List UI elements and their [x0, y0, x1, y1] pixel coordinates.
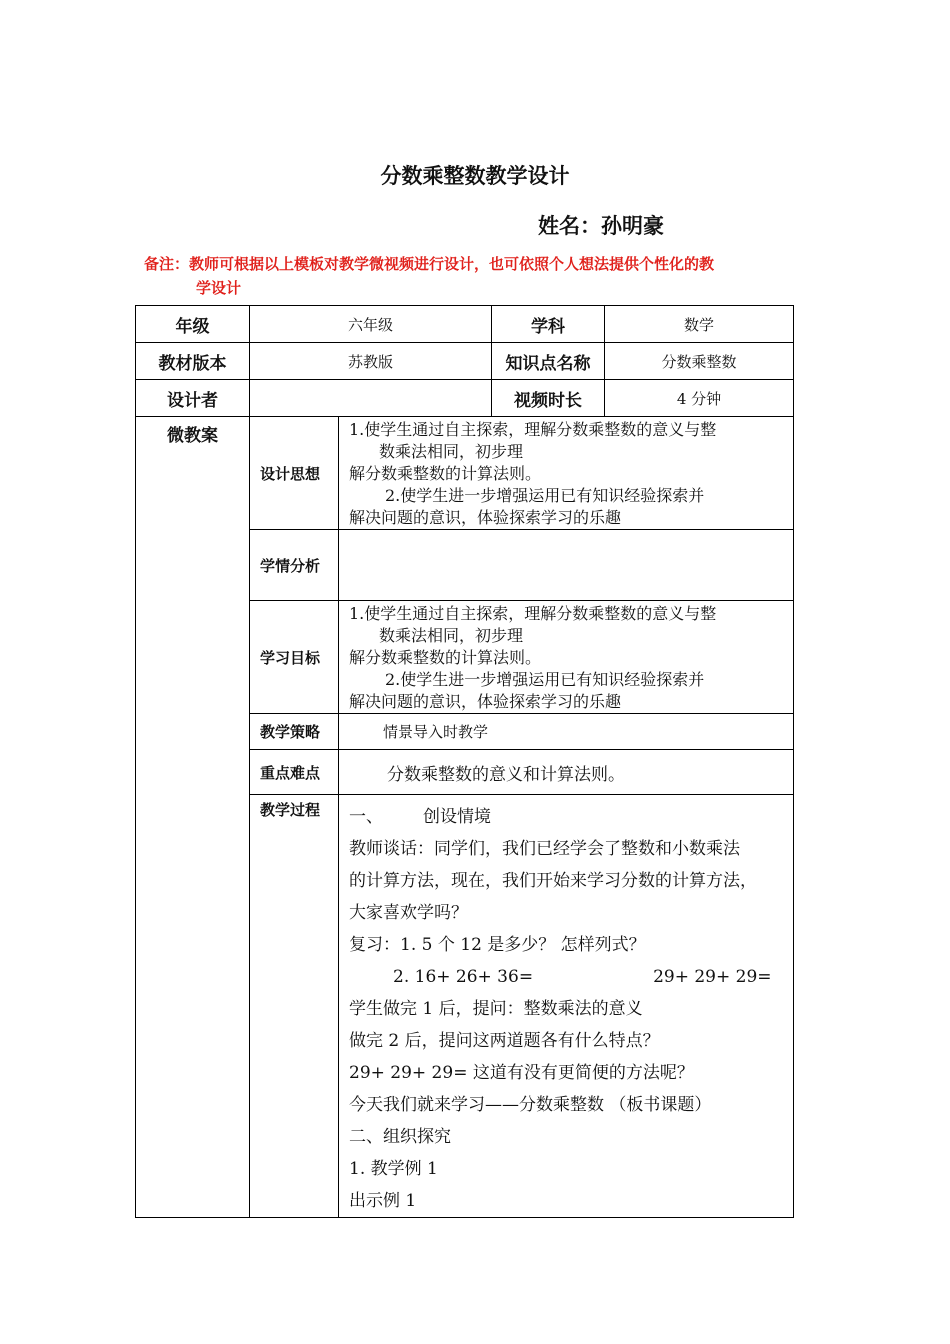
process-line-1 [349, 801, 787, 833]
micro-plan-label: 微教案 [136, 417, 250, 1218]
design-idea-line-1: 1.使学生通过自主探索，理解分数乘整数的意义与整 [349, 420, 717, 439]
goals-line-4: 2.使学生进一步增强运用已有知识经验探索并 [385, 670, 705, 689]
goals-line-2: 数乘法相同，初步理 [379, 626, 524, 645]
process-line-2: 教师谈话：同学们，我们已经学会了整数和小数乘法 [349, 839, 740, 859]
process-line-6-b: 29+ 29+ 29= [653, 967, 772, 987]
process-line-12: 1. 教学例 1 [349, 1159, 438, 1179]
lesson-plan-table [135, 305, 794, 1218]
strategy-content: 情景导入时教学 [339, 714, 794, 750]
table-row-edition [136, 343, 794, 380]
table-row-grade [136, 306, 794, 343]
strategy-label: 教学策略 [250, 714, 339, 750]
process-content [339, 795, 794, 1218]
table-row-designer [136, 380, 794, 417]
video-duration-label: 视频时长 [492, 380, 605, 417]
knowledge-point-label: 知识点名称 [492, 343, 605, 380]
analysis-label: 学情分析 [250, 530, 339, 601]
process-line-5: 复习：1. 5 个 12 是多少？ 怎样列式？ [349, 935, 646, 955]
process-line-13: 出示例 1 [349, 1191, 417, 1211]
design-idea-line-2: 数乘法相同，初步理 [379, 442, 524, 461]
remark-line-1: 备注：教师可根据以上模板对教学微视频进行设计，也可依照个人想法提供个性化的教 [144, 255, 715, 273]
process-label: 教学过程 [250, 795, 339, 1218]
edition-label: 教材版本 [136, 343, 250, 380]
process-line-3: 的计算方法，现在，我们开始来学习分数的计算方法， [349, 871, 757, 891]
goals-line-5: 解决问题的意识，体验探索学习的乐趣 [349, 692, 622, 711]
grade-value: 六年级 [250, 306, 492, 343]
grade-label: 年级 [136, 306, 250, 343]
goals-line-3: 解分数乘整数的计算法则。 [349, 648, 542, 667]
process-step-title: 创设情境 [423, 807, 491, 827]
process-line-4: 大家喜欢学吗？ [349, 903, 468, 923]
process-line-6-a: 2. 16+ 26+ 36= [393, 967, 534, 987]
author-name: 姓名：孙明豪 [538, 214, 664, 238]
subject-value: 数学 [605, 306, 794, 343]
key-points-content: 分数乘整数的意义和计算法则。 [339, 750, 794, 795]
process-line-7: 学生做完 1 后，提问：整数乘法的意义 [349, 999, 643, 1019]
designer-value [250, 380, 492, 417]
process-line-6 [349, 961, 787, 993]
design-idea-line-5: 解决问题的意识，体验探索学习的乐趣 [349, 508, 622, 527]
designer-label: 设计者 [136, 380, 250, 417]
key-points-label: 重点难点 [250, 750, 339, 795]
document-title: 分数乘整数教学设计 [380, 164, 570, 188]
design-idea-line-4: 2.使学生进一步增强运用已有知识经验探索并 [385, 486, 705, 505]
process-line-11: 二、组织探究 [349, 1127, 451, 1147]
goals-line-1: 1.使学生通过自主探索，理解分数乘整数的意义与整 [349, 604, 717, 623]
design-idea-label: 设计思想 [250, 417, 339, 530]
video-duration-value: 4 分钟 [605, 380, 794, 417]
process-line-8: 做完 2 后，提问这两道题各有什么特点？ [349, 1031, 660, 1051]
table-row-design-idea [136, 417, 794, 530]
goals-label: 学习目标 [250, 601, 339, 714]
subject-label: 学科 [492, 306, 605, 343]
analysis-content [339, 530, 794, 601]
design-idea-line-3: 解分数乘整数的计算法则。 [349, 464, 542, 483]
edition-value: 苏教版 [250, 343, 492, 380]
goals-content [339, 601, 794, 714]
remark-note [144, 252, 814, 300]
remark-line-2: 学设计 [196, 279, 242, 297]
process-step-number: 一、 [349, 807, 383, 827]
knowledge-point-value: 分数乘整数 [605, 343, 794, 380]
design-idea-content [339, 417, 794, 530]
process-line-9: 29+ 29+ 29= 这道有没有更简便的方法呢？ [349, 1063, 694, 1083]
process-line-10: 今天我们就来学习——分数乘整数 （板书课题） [349, 1095, 712, 1115]
